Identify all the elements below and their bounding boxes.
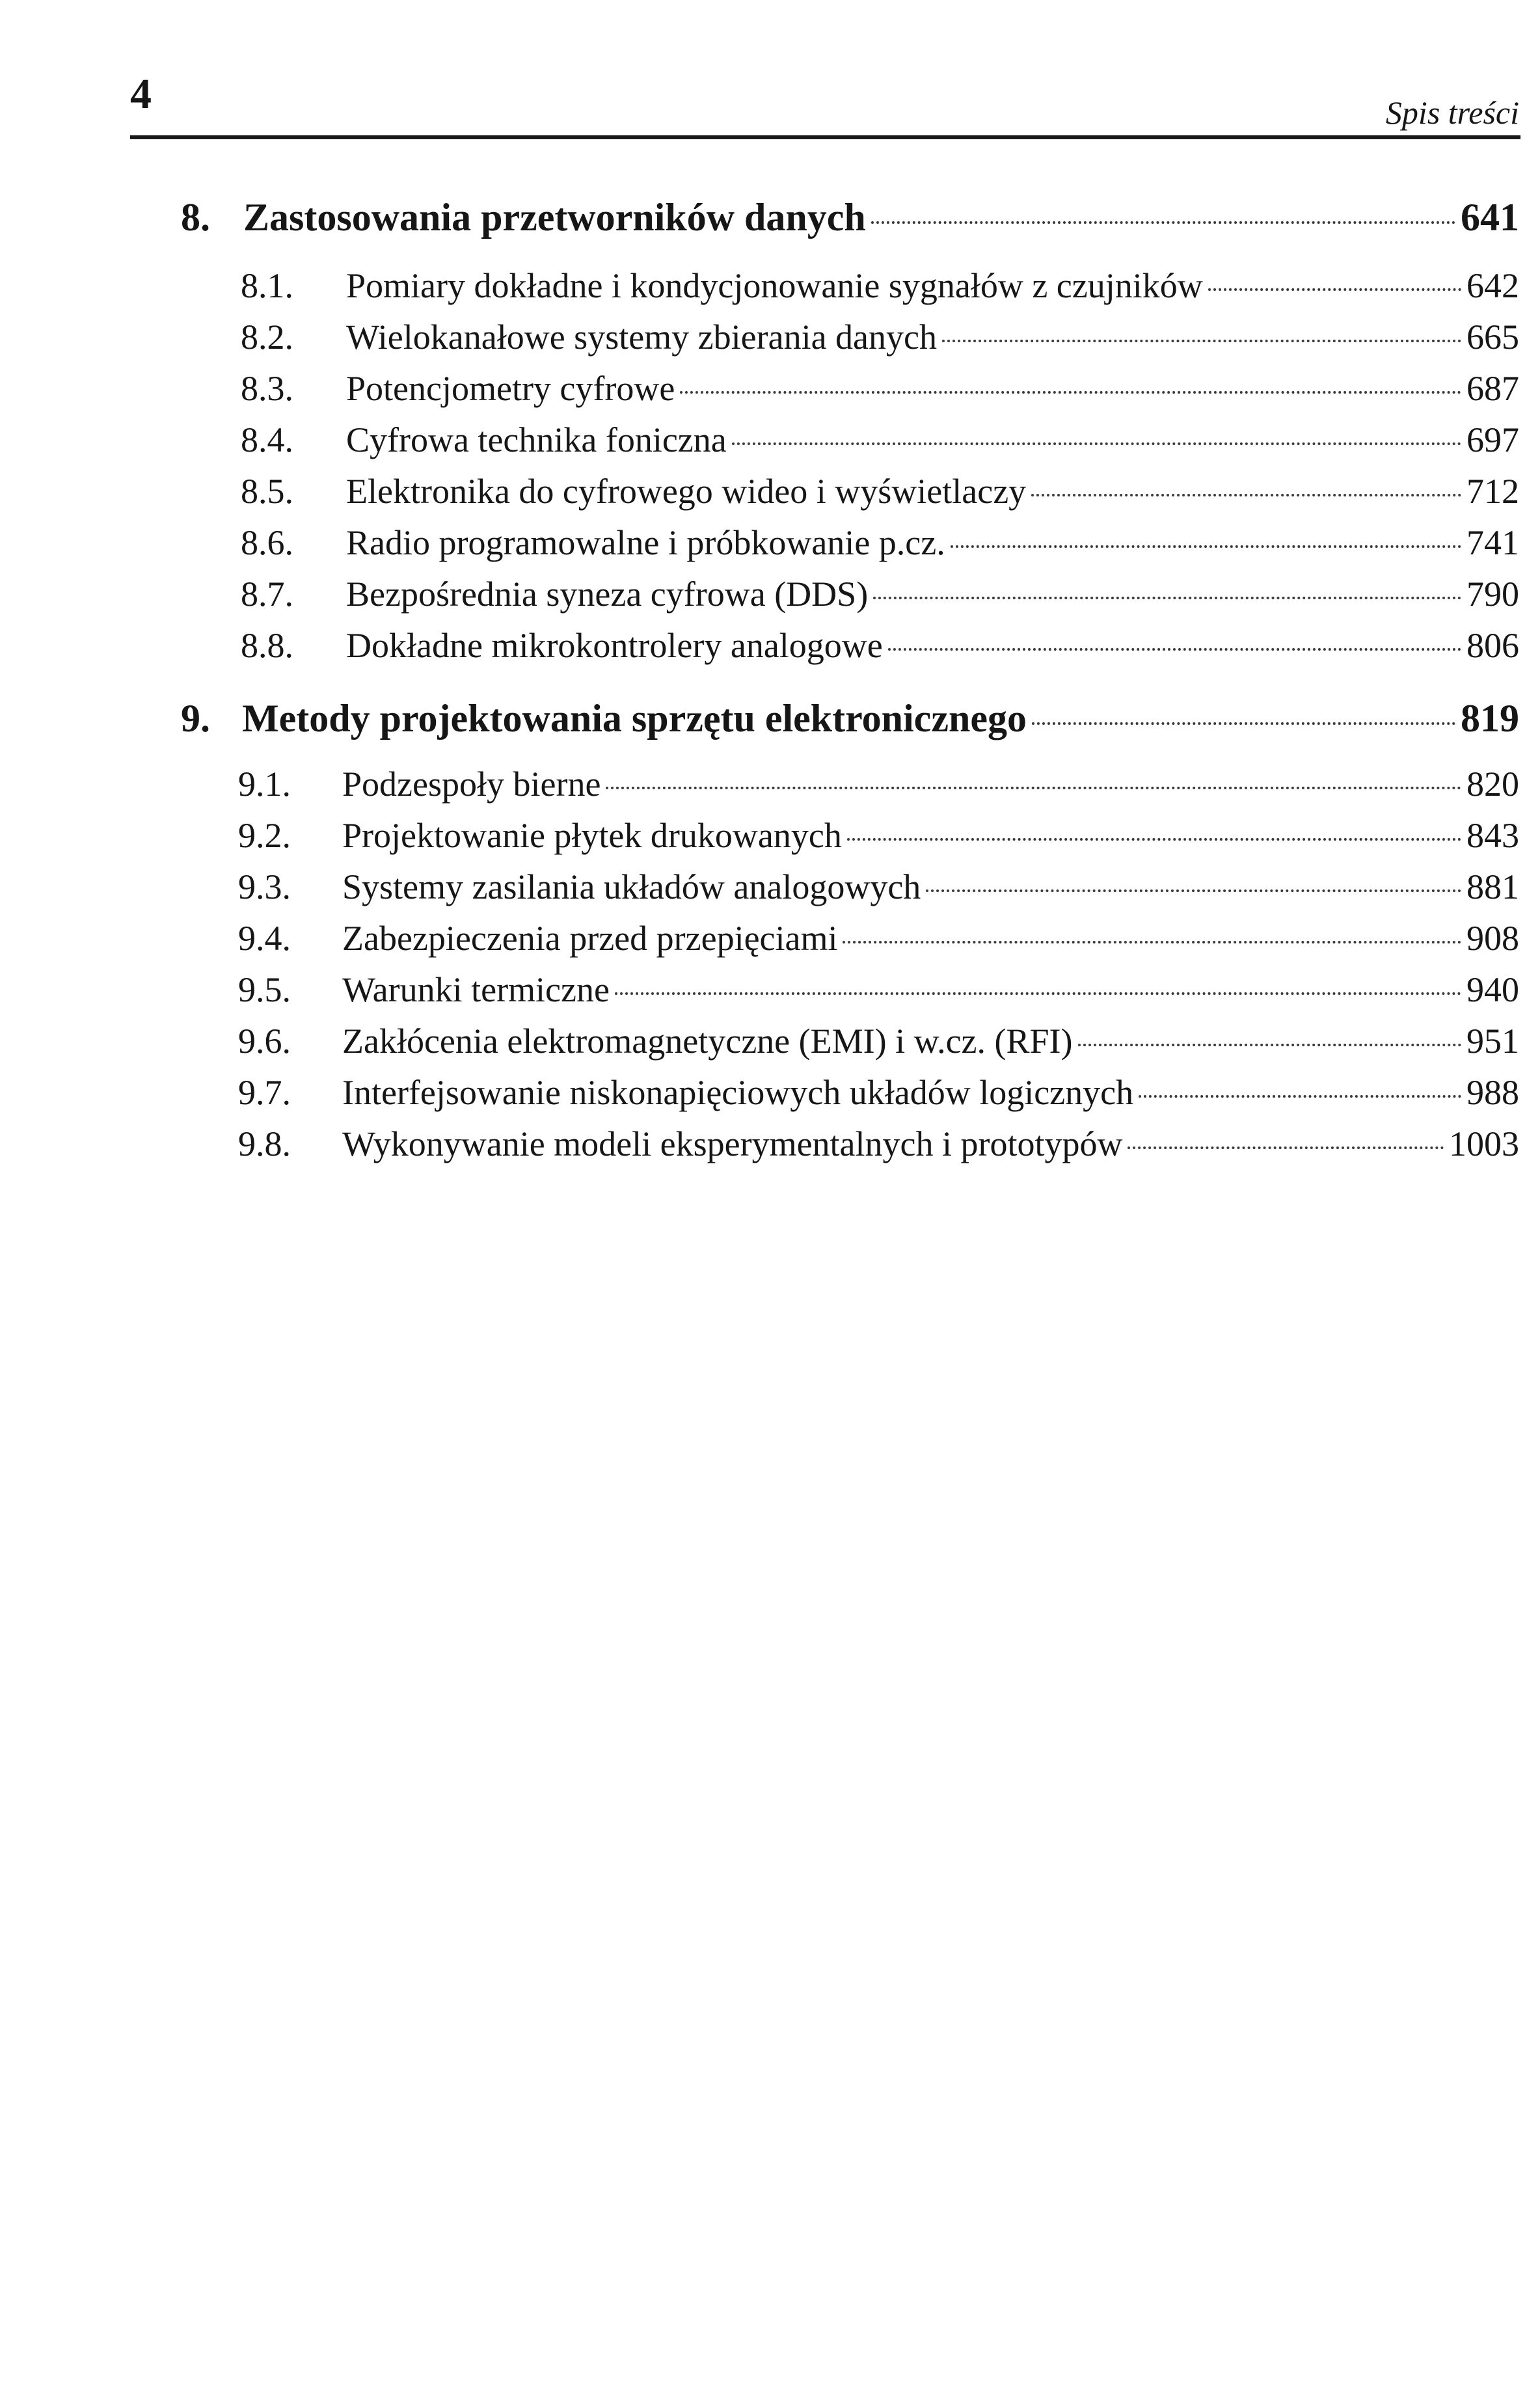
dot-leader bbox=[1139, 1095, 1461, 1098]
section-title: Wielokanałowe systemy zbierania danych bbox=[346, 318, 937, 357]
dot-leader bbox=[1078, 1044, 1461, 1046]
chapter-entry[interactable] bbox=[181, 696, 1519, 741]
section-number: 9.7. bbox=[238, 1073, 291, 1112]
section-title: Wykonywanie modeli eksperymentalnych i prototypów bbox=[342, 1124, 1123, 1163]
dot-leader bbox=[615, 992, 1461, 995]
section-page: 697 bbox=[1466, 420, 1519, 459]
section-title: Zakłócenia elektromagnetyczne (EMI) i w.cz. (RFI) bbox=[342, 1022, 1073, 1061]
dot-leader bbox=[942, 340, 1461, 342]
section-page: 687 bbox=[1466, 369, 1519, 408]
section-entry[interactable] bbox=[238, 1072, 1519, 1113]
section-entry[interactable] bbox=[241, 522, 1519, 563]
section-entry[interactable] bbox=[238, 1124, 1519, 1164]
section-entry[interactable] bbox=[238, 764, 1519, 804]
section-title: Projektowanie płytek drukowanych bbox=[342, 816, 842, 855]
section-title: Radio programowalne i próbkowanie p.cz. bbox=[346, 523, 945, 562]
section-number: 9.3. bbox=[238, 867, 291, 906]
section-title: Systemy zasilania układów analogowych bbox=[342, 867, 921, 906]
section-title: Cyfrowa technika foniczna bbox=[346, 420, 727, 459]
section-number: 8.6. bbox=[241, 523, 293, 562]
section-number: 8.8. bbox=[241, 626, 293, 665]
section-title: Bezpośrednia syneza cyfrowa (DDS) bbox=[346, 575, 869, 614]
dot-leader bbox=[1032, 722, 1455, 725]
chapter-title: Zastosowania przetworników danych bbox=[243, 196, 866, 239]
section-page: 843 bbox=[1466, 816, 1519, 855]
dot-leader bbox=[843, 941, 1461, 943]
section-entry[interactable] bbox=[241, 265, 1519, 306]
section-title: Podzespoły bierne bbox=[342, 765, 601, 804]
section-entry[interactable] bbox=[241, 368, 1519, 409]
chapter-title: Metody projektowania sprzętu elektronicznego bbox=[242, 697, 1027, 740]
section-number: 9.8. bbox=[238, 1124, 291, 1163]
section-title: Potencjometry cyfrowe bbox=[346, 369, 675, 408]
dot-leader bbox=[732, 442, 1461, 445]
section-number: 8.4. bbox=[241, 420, 293, 459]
header-rule bbox=[130, 135, 1520, 139]
section-entry[interactable] bbox=[238, 867, 1519, 907]
dot-leader bbox=[873, 597, 1461, 599]
dot-leader bbox=[951, 545, 1461, 548]
section-entry[interactable] bbox=[241, 471, 1519, 511]
section-title: Interfejsowanie niskonapięciowych układów logicznych bbox=[342, 1073, 1134, 1112]
section-page: 642 bbox=[1466, 266, 1519, 305]
section-number: 8.7. bbox=[241, 575, 293, 614]
section-page: 988 bbox=[1466, 1073, 1519, 1112]
section-page: 820 bbox=[1466, 765, 1519, 804]
section-page: 790 bbox=[1466, 575, 1519, 614]
dot-leader bbox=[606, 787, 1461, 789]
section-entry[interactable] bbox=[238, 1021, 1519, 1061]
section-entry[interactable] bbox=[238, 970, 1519, 1010]
section-number: 8.1. bbox=[241, 266, 293, 305]
section-page: 741 bbox=[1466, 523, 1519, 562]
chapter-entry[interactable] bbox=[181, 195, 1519, 240]
page-number: 4 bbox=[130, 70, 152, 118]
section-title: Elektronika do cyfrowego wideo i wyświetlaczy bbox=[346, 472, 1027, 511]
section-title: Zabezpieczenia przed przepięciami bbox=[342, 919, 838, 958]
section-number: 9.5. bbox=[238, 970, 291, 1009]
section-entry[interactable] bbox=[241, 625, 1519, 666]
dot-leader bbox=[926, 889, 1461, 892]
dot-leader bbox=[680, 391, 1461, 394]
section-number: 9.1. bbox=[238, 765, 291, 804]
dot-leader bbox=[888, 648, 1461, 651]
section-entry[interactable] bbox=[241, 574, 1519, 614]
section-entry[interactable] bbox=[238, 918, 1519, 958]
dot-leader bbox=[1128, 1146, 1444, 1149]
running-title: Spis treści bbox=[1385, 94, 1519, 131]
section-page: 1003 bbox=[1449, 1124, 1519, 1163]
section-page: 951 bbox=[1466, 1022, 1519, 1061]
section-entry[interactable] bbox=[241, 317, 1519, 357]
section-number: 9.4. bbox=[238, 919, 291, 958]
section-page: 908 bbox=[1466, 919, 1519, 958]
section-number: 8.5. bbox=[241, 472, 293, 511]
section-page: 940 bbox=[1466, 970, 1519, 1009]
section-title: Warunki termiczne bbox=[342, 970, 610, 1009]
section-number: 9.6. bbox=[238, 1022, 291, 1061]
section-entry[interactable] bbox=[238, 815, 1519, 856]
section-page: 712 bbox=[1466, 472, 1519, 511]
chapter-number: 8. bbox=[181, 196, 210, 239]
section-title: Dokładne mikrokontrolery analogowe bbox=[346, 626, 883, 665]
dot-leader bbox=[871, 221, 1455, 224]
section-page: 881 bbox=[1466, 867, 1519, 906]
section-number: 8.2. bbox=[241, 318, 293, 357]
dot-leader bbox=[1031, 494, 1461, 496]
dot-leader bbox=[847, 838, 1461, 841]
section-entry[interactable] bbox=[241, 420, 1519, 460]
chapter-page: 641 bbox=[1461, 196, 1519, 239]
section-page: 665 bbox=[1466, 318, 1519, 357]
section-number: 9.2. bbox=[238, 816, 291, 855]
chapter-number: 9. bbox=[181, 697, 210, 740]
section-title: Pomiary dokładne i kondycjonowanie sygnałów z czujników bbox=[346, 266, 1203, 305]
section-number: 8.3. bbox=[241, 369, 293, 408]
dot-leader bbox=[1208, 288, 1461, 291]
section-page: 806 bbox=[1466, 626, 1519, 665]
chapter-page: 819 bbox=[1461, 697, 1519, 740]
